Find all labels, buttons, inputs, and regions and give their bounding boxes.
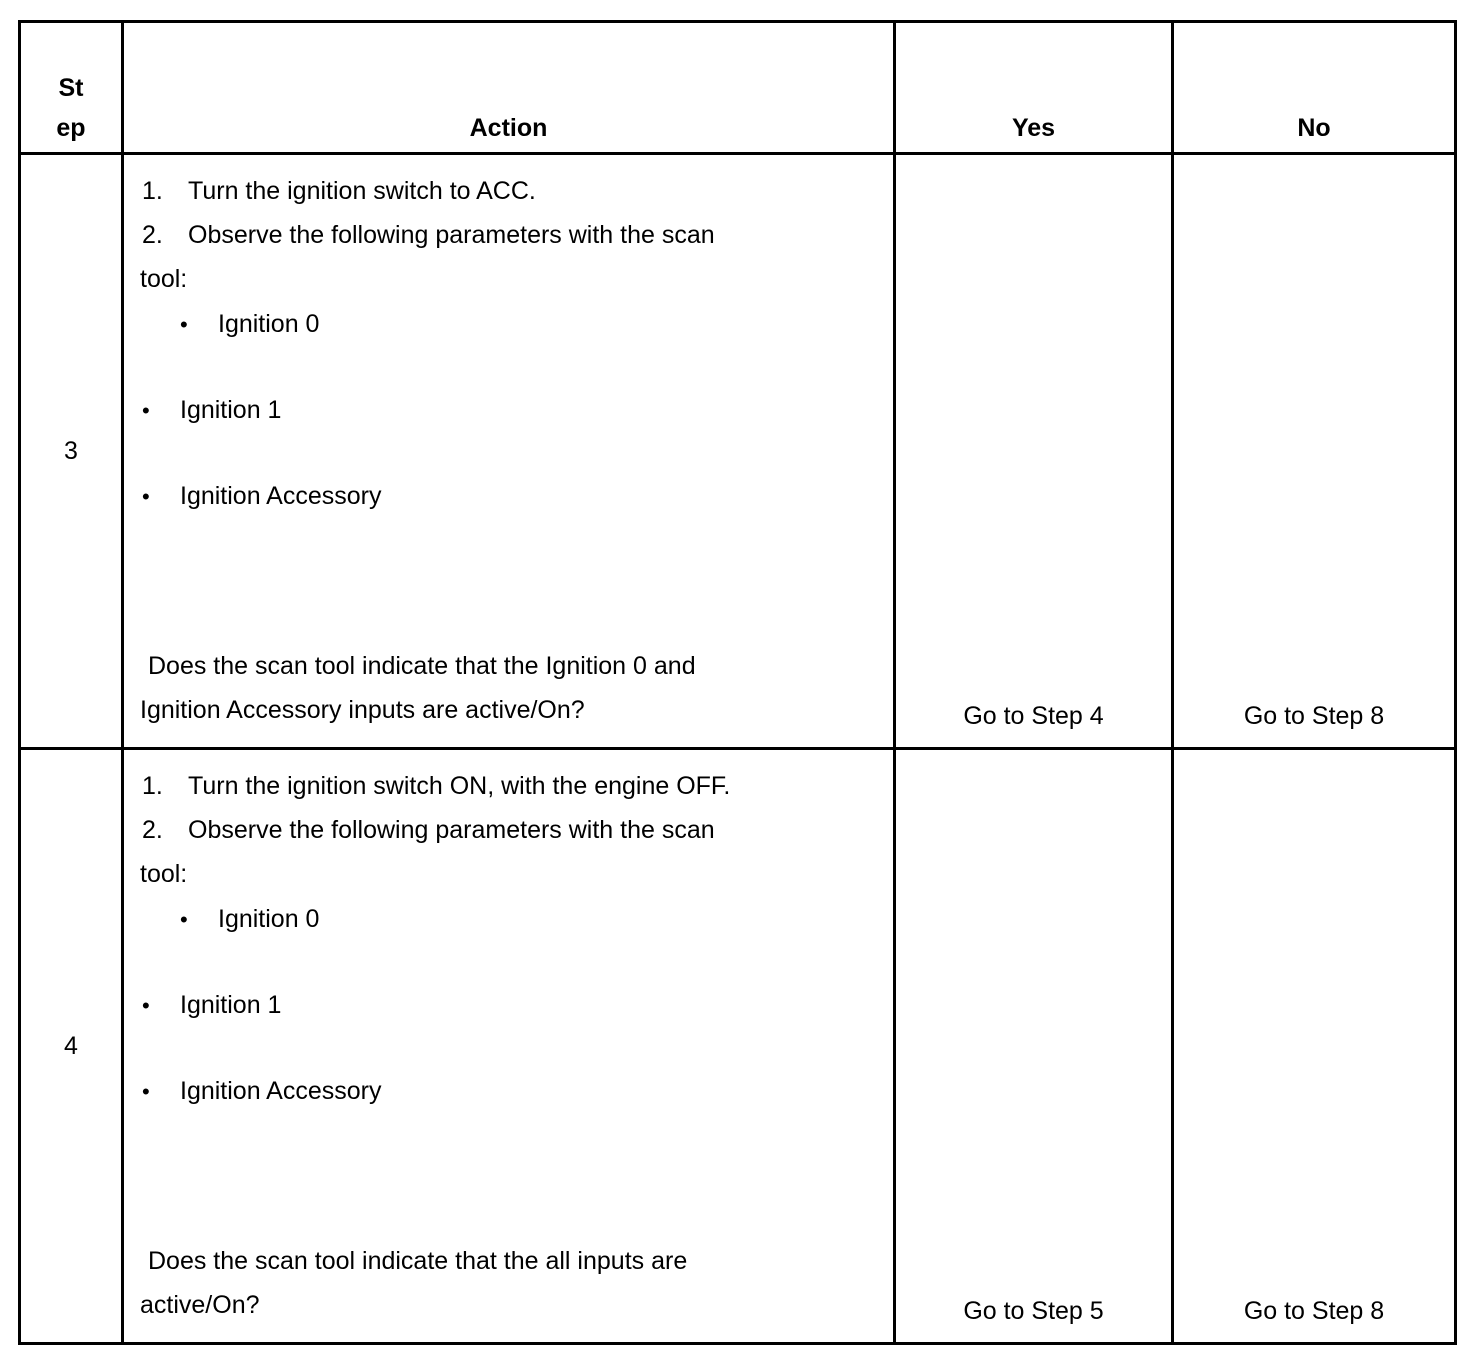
action-step-item <box>142 169 536 213</box>
item-text-wrap: tool: <box>140 265 188 293</box>
yes-result: Go to Step 5 <box>963 1297 1104 1325</box>
bullet-icon: • <box>180 312 188 337</box>
parameter-label: Ignition 0 <box>218 905 320 933</box>
header-step-line2: ep <box>56 114 86 142</box>
parameter-label: Ignition 1 <box>180 991 282 1019</box>
bullet-icon: • <box>142 484 150 509</box>
no-result: Go to Step 8 <box>1243 1297 1385 1325</box>
bullet-icon: • <box>142 1079 150 1104</box>
parameter-bullet <box>142 388 281 433</box>
parameter-bullet <box>180 897 319 942</box>
no-cell <box>1173 154 1456 749</box>
table-row <box>20 154 1456 749</box>
yes-cell <box>895 154 1173 749</box>
action-cell <box>123 749 895 1344</box>
parameter-bullet <box>142 474 382 519</box>
item-text: Turn the ignition switch ON, with the engine OFF. <box>188 772 731 800</box>
question-line: Does the scan tool indicate that the all inputs are <box>148 1247 688 1275</box>
step-number: 3 <box>20 154 123 749</box>
question-line: Ignition Accessory inputs are active/On? <box>140 696 585 724</box>
parameter-bullet <box>142 983 281 1028</box>
item-number: 2. <box>142 221 163 249</box>
yes-result: Go to Step 4 <box>963 702 1104 730</box>
table-row <box>20 749 1456 1344</box>
step-number: 4 <box>20 749 123 1344</box>
parameter-label: Ignition 1 <box>180 396 282 424</box>
no-result: Go to Step 8 <box>1243 702 1385 730</box>
item-text: Turn the ignition switch to ACC. <box>188 177 536 205</box>
action-step-item <box>142 808 715 852</box>
bullet-icon: • <box>142 993 150 1018</box>
question-line: Does the scan tool indicate that the Ignition 0 and <box>148 652 696 680</box>
item-text: Observe the following parameters with the scan <box>188 221 715 249</box>
parameter-bullet <box>142 1069 382 1114</box>
action-step-item <box>142 213 715 257</box>
parameter-label: Ignition Accessory <box>180 482 382 510</box>
bullet-icon: • <box>142 398 150 423</box>
item-number: 2. <box>142 816 163 844</box>
action-step-item <box>142 764 730 808</box>
action-cell <box>123 154 895 749</box>
bullet-icon: • <box>180 907 188 932</box>
header-row <box>20 22 1456 154</box>
item-number: 1. <box>142 772 163 800</box>
header-step <box>20 22 123 154</box>
header-action: Action <box>123 22 895 154</box>
header-yes: Yes <box>895 22 1173 154</box>
parameter-label: Ignition Accessory <box>180 1077 382 1105</box>
question-line: active/On? <box>140 1291 260 1319</box>
header-no: No <box>1173 22 1456 154</box>
item-number: 1. <box>142 177 163 205</box>
diagnostic-table <box>18 20 1457 1345</box>
no-cell <box>1173 749 1456 1344</box>
item-text-wrap: tool: <box>140 860 188 888</box>
yes-cell <box>895 749 1173 1344</box>
parameter-label: Ignition 0 <box>218 310 320 338</box>
item-text: Observe the following parameters with the scan <box>188 816 715 844</box>
parameter-bullet <box>180 302 319 347</box>
header-step-line1: St <box>58 74 84 102</box>
